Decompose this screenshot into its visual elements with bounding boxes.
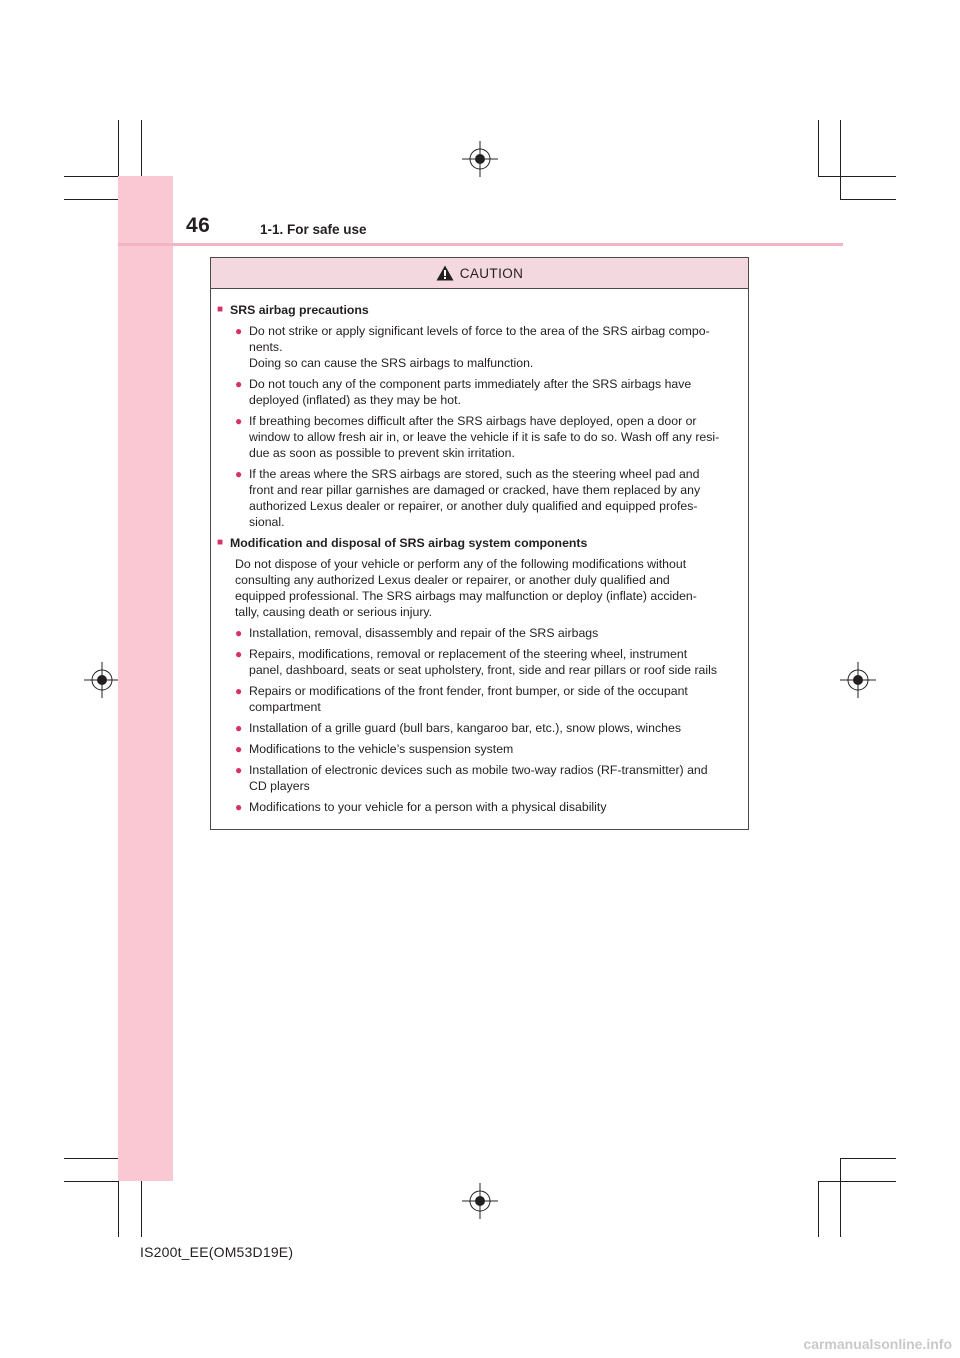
caution-bullet-item bbox=[235, 413, 742, 461]
bullet-line: compartment bbox=[249, 700, 321, 714]
caution-bullet-item bbox=[235, 762, 742, 794]
registration-mark-icon bbox=[462, 1183, 498, 1219]
bullet-line: If breathing becomes difficult after the SRS airbags have deployed, open a door or bbox=[249, 414, 697, 428]
bullet-line: panel, dashboard, seats or seat upholstery, front, side and rear pillars or roof side rails bbox=[249, 663, 717, 677]
bullet-text bbox=[249, 413, 719, 461]
round-bullet-icon: ● bbox=[235, 377, 243, 391]
bullet-line: Do not strike or apply significant levels of force to the area of the SRS airbag compo- bbox=[249, 324, 710, 338]
bullet-line: Installation of electronic devices such as mobile two-way radios (RF-transmitter) and bbox=[249, 763, 708, 777]
bullet-line: Doing so can cause the SRS airbags to malfunction. bbox=[249, 356, 534, 370]
crop-mark bbox=[818, 1181, 896, 1182]
bullet-line: authorized Lexus dealer or repairer, or another duly qualified and equipped profes- bbox=[249, 499, 698, 513]
round-bullet-icon: ● bbox=[235, 800, 243, 814]
bullet-line: front and rear pillar garnishes are damaged or cracked, have them replaced by any bbox=[249, 483, 701, 497]
page-number: 46 bbox=[186, 214, 211, 237]
bullet-text bbox=[249, 741, 513, 757]
caution-section-heading bbox=[217, 302, 742, 318]
bullet-line: CD players bbox=[249, 779, 310, 793]
crop-mark bbox=[840, 1158, 896, 1159]
bullet-line: Modifications to the vehicle’s suspension system bbox=[249, 742, 514, 756]
bullet-text bbox=[249, 720, 681, 736]
round-bullet-icon: ● bbox=[235, 742, 243, 756]
bullet-line: nents. bbox=[249, 340, 283, 354]
round-bullet-icon: ● bbox=[235, 647, 243, 661]
caution-box bbox=[210, 257, 749, 830]
registration-mark-icon bbox=[462, 141, 498, 177]
bullet-line: due as soon as possible to prevent skin irritation. bbox=[249, 446, 515, 460]
caution-body bbox=[211, 289, 748, 815]
bullet-line: window to allow fresh air in, or leave the vehicle if it is safe to do so. Wash off any resi- bbox=[249, 430, 720, 444]
caution-paragraph bbox=[235, 556, 742, 620]
caution-bullet-item bbox=[235, 466, 742, 530]
round-bullet-icon: ● bbox=[235, 324, 243, 338]
bullet-line: deployed (inflated) as they may be hot. bbox=[249, 393, 461, 407]
bullet-line: If the areas where the SRS airbags are stored, such as the steering wheel pad and bbox=[249, 467, 700, 481]
round-bullet-icon: ● bbox=[235, 684, 243, 698]
bullet-line: Installation of a grille guard (bull bars, kangaroo bar, etc.), snow plows, winches bbox=[249, 721, 681, 735]
section-title: 1-1. For safe use bbox=[260, 222, 367, 237]
caution-bullet-item bbox=[235, 720, 742, 736]
paragraph-line: equipped professional. The SRS airbags may malfunction or deploy (inflate) acciden- bbox=[235, 589, 697, 603]
bullet-text bbox=[249, 762, 708, 794]
caution-bullet-item bbox=[235, 799, 742, 815]
caution-section-heading bbox=[217, 535, 742, 551]
bullet-text bbox=[249, 323, 710, 371]
round-bullet-icon: ● bbox=[235, 467, 243, 481]
caution-header bbox=[211, 258, 748, 289]
watermark: carmanualsonline.info bbox=[803, 1336, 952, 1352]
warning-triangle-icon bbox=[436, 265, 454, 281]
caution-bullet-item bbox=[235, 646, 742, 678]
crop-mark bbox=[818, 176, 896, 177]
bullet-text bbox=[249, 646, 717, 678]
registration-mark-icon bbox=[84, 662, 120, 698]
paragraph-line: consulting any authorized Lexus dealer or repairer, or another duly qualified and bbox=[235, 573, 670, 587]
bullet-line: Do not touch any of the component parts immediately after the SRS airbags have bbox=[249, 377, 692, 391]
heading-text: SRS airbag precautions bbox=[230, 303, 369, 317]
crop-mark bbox=[840, 199, 896, 200]
square-bullet-icon: ■ bbox=[217, 537, 224, 548]
caution-bullet-item bbox=[235, 683, 742, 715]
crop-mark bbox=[64, 176, 118, 177]
bullet-line: Modifications to your vehicle for a person with a physical disability bbox=[249, 800, 607, 814]
chapter-color-strip bbox=[118, 176, 173, 1181]
registration-mark-icon bbox=[840, 662, 876, 698]
paragraph-line: tally, causing death or serious injury. bbox=[235, 605, 433, 619]
paragraph-line: Do not dispose of your vehicle or perform any of the following modifications without bbox=[235, 557, 687, 571]
crop-mark bbox=[64, 1181, 118, 1182]
crop-mark bbox=[118, 1181, 119, 1237]
crop-mark bbox=[840, 120, 841, 200]
bullet-line: Repairs, modifications, removal or replacement of the steering wheel, instrument bbox=[249, 647, 688, 661]
bullet-text bbox=[249, 625, 598, 641]
round-bullet-icon: ● bbox=[235, 721, 243, 735]
bullet-line: Repairs or modifications of the front fender, front bumper, or side of the occupant bbox=[249, 684, 688, 698]
caution-bullet-item bbox=[235, 376, 742, 408]
bullet-text bbox=[249, 799, 606, 815]
heading-text: Modification and disposal of SRS airbag system components bbox=[230, 536, 588, 550]
crop-mark bbox=[818, 120, 819, 176]
caution-bullet-item bbox=[235, 625, 742, 641]
round-bullet-icon: ● bbox=[235, 414, 243, 428]
bullet-line: Installation, removal, disassembly and repair of the SRS airbags bbox=[249, 626, 599, 640]
caution-title: CAUTION bbox=[459, 265, 524, 281]
crop-mark bbox=[840, 1158, 841, 1237]
bullet-text bbox=[249, 683, 688, 715]
bullet-line: sional. bbox=[249, 515, 285, 529]
bullet-text bbox=[249, 466, 700, 530]
header-rule bbox=[118, 243, 843, 246]
caution-bullet-item bbox=[235, 323, 742, 371]
round-bullet-icon: ● bbox=[235, 626, 243, 640]
caution-bullet-item bbox=[235, 741, 742, 757]
crop-mark bbox=[118, 120, 119, 176]
bullet-text bbox=[249, 376, 691, 408]
crop-mark bbox=[818, 1181, 819, 1237]
round-bullet-icon: ● bbox=[235, 763, 243, 777]
document-code: IS200t_EE(OM53D19E) bbox=[140, 1244, 294, 1260]
square-bullet-icon: ■ bbox=[217, 304, 224, 315]
